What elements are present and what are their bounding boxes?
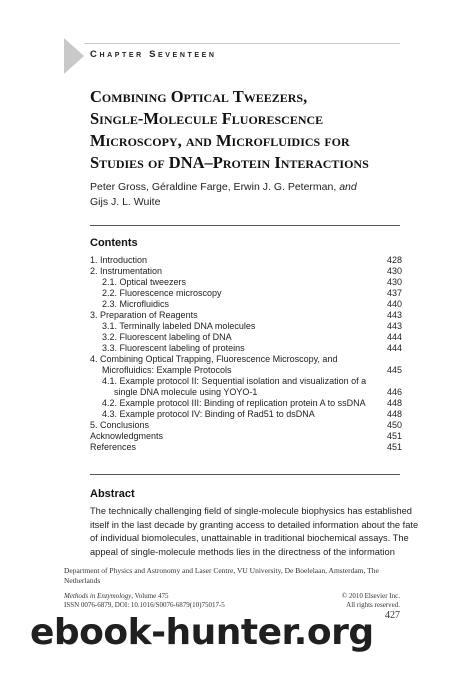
chapter-arrow-decoration (64, 38, 84, 74)
title-line: Combining Optical Tweezers, (90, 87, 308, 106)
toc-entry-title: 3. Preparation of Reagents (90, 310, 198, 320)
toc-entry-page: 450 (386, 420, 402, 430)
toc-entry-title: Acknowledgments (90, 431, 164, 441)
divider-bottom (90, 474, 400, 475)
toc-entry[interactable] (90, 321, 402, 332)
toc-entry[interactable] (90, 288, 402, 299)
title-line: Microscopy, and Microfluidics for (90, 131, 350, 150)
toc-entry-title: 2.2. Fluorescence microscopy (102, 288, 222, 298)
abstract-heading: Abstract (90, 488, 135, 500)
abstract-body (90, 505, 419, 559)
footer-line-2 (64, 601, 400, 610)
toc-entry-title: 1. Introduction (90, 255, 148, 265)
toc-entry-page: 440 (386, 299, 402, 309)
toc-entry-page: 443 (386, 321, 402, 331)
abstract-line: The technically challenging field of single-molecule biophysics has established (90, 506, 412, 516)
toc-entry-page: 445 (386, 365, 402, 375)
chapter-header (64, 38, 400, 74)
toc-entry-page: 444 (386, 343, 402, 353)
page-number: 427 (385, 610, 400, 621)
toc-entry[interactable] (90, 255, 402, 266)
toc-entry-page: 448 (386, 398, 402, 408)
rights: All rights reserved. (346, 601, 400, 609)
toc-entry[interactable] (90, 420, 402, 431)
issn-doi: ISSN 0076-6879, DOI: 10.1016/S0076-6879(10)75017-5 (64, 601, 225, 609)
journal-volume: , Volume 475 (131, 592, 169, 600)
toc-entry[interactable] (90, 442, 402, 453)
toc-entry-title: single DNA molecule using YOYO-1 (114, 387, 258, 397)
toc-entry-title: 2.1. Optical tweezers (102, 277, 187, 287)
toc-entry-page: 443 (386, 310, 402, 320)
toc-entry-title: 3.3. Fluorescent labeling of proteins (102, 343, 245, 353)
toc-entry-title: References (90, 442, 137, 452)
toc-entry-title: 2.3. Microfluidics (102, 299, 170, 309)
journal-name: Methods in Enzymology (64, 592, 132, 600)
toc-entry[interactable] (90, 343, 402, 354)
abstract-line: appeal of single-molecule methods lies in the directness of the information (90, 546, 395, 557)
toc-entry-page: 448 (386, 409, 402, 419)
toc-entry-title: 3.1. Terminally labeled DNA molecules (102, 321, 256, 331)
toc-entry[interactable] (90, 310, 402, 321)
toc-entry-title: 5. Conclusions (90, 420, 150, 430)
toc-entry[interactable] (90, 266, 402, 277)
toc-entry[interactable] (90, 332, 402, 343)
toc-entry-title: Microfluidics: Example Protocols (102, 365, 232, 375)
toc-entry-page: 430 (386, 277, 402, 287)
title-line: Single-Molecule Fluorescence (90, 109, 324, 128)
table-of-contents (90, 255, 402, 453)
toc-entry-page: 428 (386, 255, 402, 265)
toc-entry-title: 4.1. Example protocol II: Sequential isolation and visualization of a (102, 376, 367, 386)
toc-entry-page: 430 (386, 266, 402, 276)
toc-entry-page: 446 (386, 387, 402, 397)
authors-line-2: Gijs J. L. Wuite (90, 196, 161, 208)
contents-heading: Contents (90, 237, 138, 249)
footer-line-1 (64, 592, 400, 601)
toc-entry-page: 451 (386, 442, 402, 452)
toc-entry[interactable] (90, 299, 402, 310)
affiliation: Department of Physics and Astronomy and Laser Centre, VU University, De Boelelaan, Amsterdam, The Netherlands (64, 566, 379, 585)
authors-line-1: Peter Gross, Géraldine Farge, Erwin J. G. Peterman, (90, 181, 337, 193)
toc-entry-page: 437 (386, 288, 402, 298)
toc-entry-title: 4.2. Example protocol III: Binding of replication protein A to ssDNA (102, 398, 366, 408)
abstract-line: itself in the last decade by granting access to detailed information about the fate (90, 519, 419, 530)
divider-top (90, 225, 400, 226)
toc-entry[interactable] (90, 398, 402, 409)
chapter-title (90, 86, 410, 174)
toc-entry-page: 451 (386, 431, 402, 441)
toc-entry-page: 444 (386, 332, 402, 342)
toc-entry[interactable] (90, 431, 402, 442)
toc-entry[interactable] (90, 365, 402, 376)
toc-entry-title: 4. Combining Optical Trapping, Fluorescence Microscopy, and (90, 354, 338, 364)
toc-entry-title: 3.2. Fluorescent labeling of DNA (102, 332, 232, 342)
title-line: Studies of DNA–Protein Interactions (90, 153, 369, 172)
toc-entry[interactable] (90, 409, 402, 420)
authors-and: and (339, 181, 357, 193)
toc-entry[interactable] (90, 354, 402, 365)
abstract-line: of individual biomolecules, unattainable in traditional biochemical assays. The (90, 533, 409, 543)
copyright: © 2010 Elsevier Inc. (341, 592, 400, 600)
toc-entry-title: 2. Instrumentation (90, 266, 163, 276)
author-list (90, 180, 357, 210)
watermark-logo[interactable]: ebook-hunter.org (30, 612, 374, 653)
toc-entry[interactable] (90, 277, 402, 288)
toc-entry[interactable] (90, 387, 402, 398)
chapter-label: Chapter Seventeen (90, 49, 217, 60)
toc-entry[interactable] (90, 376, 402, 387)
chapter-rule (84, 43, 400, 44)
toc-entry-title: 4.3. Example protocol IV: Binding of Rad51 to dsDNA (102, 409, 315, 419)
